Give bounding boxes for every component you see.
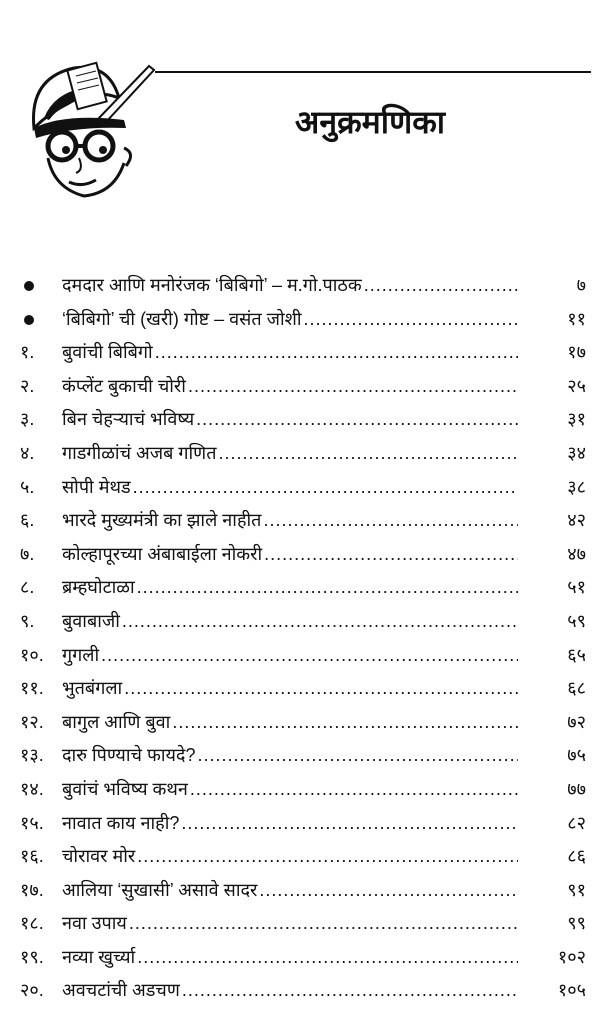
toc-entry <box>20 743 586 777</box>
dot-leader <box>137 947 518 968</box>
dot-leader <box>196 409 518 430</box>
toc-entry <box>20 475 586 509</box>
chapter-title: कंप्लेंट बुकाची चोरी <box>62 375 186 396</box>
bullet-dot-icon <box>24 281 34 291</box>
chapter-title: ब्रम्हघोटाळा <box>62 577 135 598</box>
toc-entry <box>20 340 586 374</box>
dot-leader <box>198 745 518 766</box>
cartoon-writer-illustration <box>14 58 164 208</box>
page-number: ४७ <box>567 543 586 564</box>
page-number: १०५ <box>557 980 586 1001</box>
page-number: ९१ <box>567 879 586 900</box>
page-number: ४२ <box>567 510 586 531</box>
chapter-title: बुवांची बिबिगो <box>62 342 153 363</box>
chapter-number: ३. <box>20 409 35 430</box>
bullet-dot-icon <box>24 315 34 325</box>
toc-entry <box>20 710 586 744</box>
page-number: १७ <box>567 342 586 363</box>
dot-leader <box>124 678 518 699</box>
dot-leader <box>172 712 518 733</box>
dot-leader <box>263 510 518 531</box>
chapter-title: नवा उपाय <box>62 913 127 934</box>
bullet-icon <box>20 309 62 330</box>
page-number: ३८ <box>567 476 586 497</box>
dot-leader <box>182 980 518 1001</box>
toc-entry <box>20 407 586 441</box>
header-rule <box>155 71 591 73</box>
chapter-title: बिन चेहऱ्याचं भविष्य <box>62 409 195 430</box>
toc-entry <box>20 374 586 408</box>
chapter-number: ११. <box>20 678 44 699</box>
toc-entry <box>20 307 586 341</box>
page-number: ७२ <box>567 711 586 732</box>
dot-leader <box>259 880 518 901</box>
dot-leader <box>122 611 518 632</box>
page-number: ६५ <box>567 644 586 665</box>
toc-entry <box>20 441 586 475</box>
page-title: अनुक्रमणिका <box>294 104 446 140</box>
dot-leader <box>364 275 518 296</box>
page-number: २५ <box>567 375 586 396</box>
toc-entry <box>20 609 586 643</box>
page-number: ३१ <box>567 409 586 430</box>
page-number: ८२ <box>567 812 586 833</box>
page-number: ७५ <box>567 745 586 766</box>
chapter-title: बुवाबाजी <box>62 610 120 631</box>
toc-entry <box>20 844 586 878</box>
chapter-title: नव्या खुर्च्या <box>62 946 136 967</box>
chapter-title: दमदार आणि मनोरंजक ‘बिबिगो’ – म.गो.पाठक <box>62 275 362 295</box>
chapter-title: अवचटांची अडचण <box>62 980 180 1001</box>
chapter-number: ९. <box>20 610 35 631</box>
chapter-title: दारु पिण्याचे फायदे? <box>62 745 196 766</box>
toc-entry <box>20 676 586 710</box>
bullet-icon <box>20 275 62 296</box>
toc-entry <box>20 978 586 1012</box>
chapter-number: ६. <box>20 510 35 531</box>
chapter-number: १. <box>20 342 35 363</box>
table-of-contents <box>20 273 586 1012</box>
chapter-number: १०. <box>20 644 44 665</box>
toc-entry <box>20 575 586 609</box>
toc-entry <box>20 945 586 979</box>
toc-entry <box>20 273 586 307</box>
toc-entry <box>20 811 586 845</box>
page-number: ३४ <box>567 442 586 463</box>
chapter-title: नावात काय नाही? <box>62 812 180 833</box>
dot-leader <box>304 309 518 330</box>
dot-leader <box>181 813 518 834</box>
page-number: ११ <box>567 308 586 329</box>
chapter-number: ४. <box>20 442 35 463</box>
dot-leader <box>190 779 518 800</box>
dot-leader <box>155 342 518 363</box>
page-number: ८६ <box>567 846 586 867</box>
chapter-number: १४. <box>20 778 44 799</box>
chapter-number: १२. <box>20 711 44 732</box>
dot-leader <box>218 443 518 464</box>
toc-entry <box>20 542 586 576</box>
dot-leader <box>137 577 518 598</box>
chapter-number: ८. <box>20 577 35 598</box>
chapter-title: गाडगीळांचं अजब गणित <box>62 442 217 463</box>
toc-entry <box>20 508 586 542</box>
dot-leader <box>129 913 518 934</box>
chapter-number: १६. <box>20 846 44 867</box>
toc-entry <box>20 643 586 677</box>
page-number: ५९ <box>567 610 586 631</box>
chapter-title: सोपी मेथड <box>62 476 131 497</box>
chapter-number: १७. <box>20 879 44 900</box>
chapter-title: चोरावर मोर <box>62 846 136 867</box>
chapter-number: २०. <box>20 980 44 1001</box>
toc-entry <box>20 777 586 811</box>
chapter-number: १८. <box>20 913 44 934</box>
chapter-title: ‘बिबिगो’ ची (खरी) गोष्ट – वसंत जोशी <box>62 308 302 329</box>
dot-leader <box>137 846 518 867</box>
dot-leader <box>264 544 518 565</box>
chapter-title: गुगली <box>62 644 100 665</box>
chapter-number: ५. <box>20 476 35 497</box>
chapter-title: भारदे मुख्यमंत्री का झाले नाहीत <box>62 510 262 531</box>
chapter-number: २. <box>20 375 35 396</box>
page-number: ५१ <box>567 577 586 598</box>
chapter-title: बागुल आणि बुवा <box>62 711 171 732</box>
page-number: ७७ <box>567 778 586 799</box>
dot-leader <box>188 376 518 397</box>
page-number: ६८ <box>567 678 586 699</box>
chapter-number: १३. <box>20 745 44 766</box>
page-number: ९९ <box>567 913 586 934</box>
toc-entry <box>20 911 586 945</box>
chapter-title: कोल्हापूरच्या अंबाबाईला नोकरी <box>62 543 263 564</box>
chapter-number: १९. <box>20 946 44 967</box>
chapter-number: १५. <box>20 812 44 833</box>
chapter-number: ७. <box>20 543 35 564</box>
chapter-title: आलिया ‘सुखासी’ असावे सादर <box>62 879 258 900</box>
dot-leader <box>101 645 518 666</box>
toc-entry <box>20 878 586 912</box>
dot-leader <box>133 477 518 498</box>
chapter-title: भुतबंगला <box>62 678 123 699</box>
page-number: ७ <box>576 275 586 295</box>
page-number: १०२ <box>557 946 586 967</box>
chapter-title: बुवांचं भविष्य कथन <box>62 778 188 799</box>
